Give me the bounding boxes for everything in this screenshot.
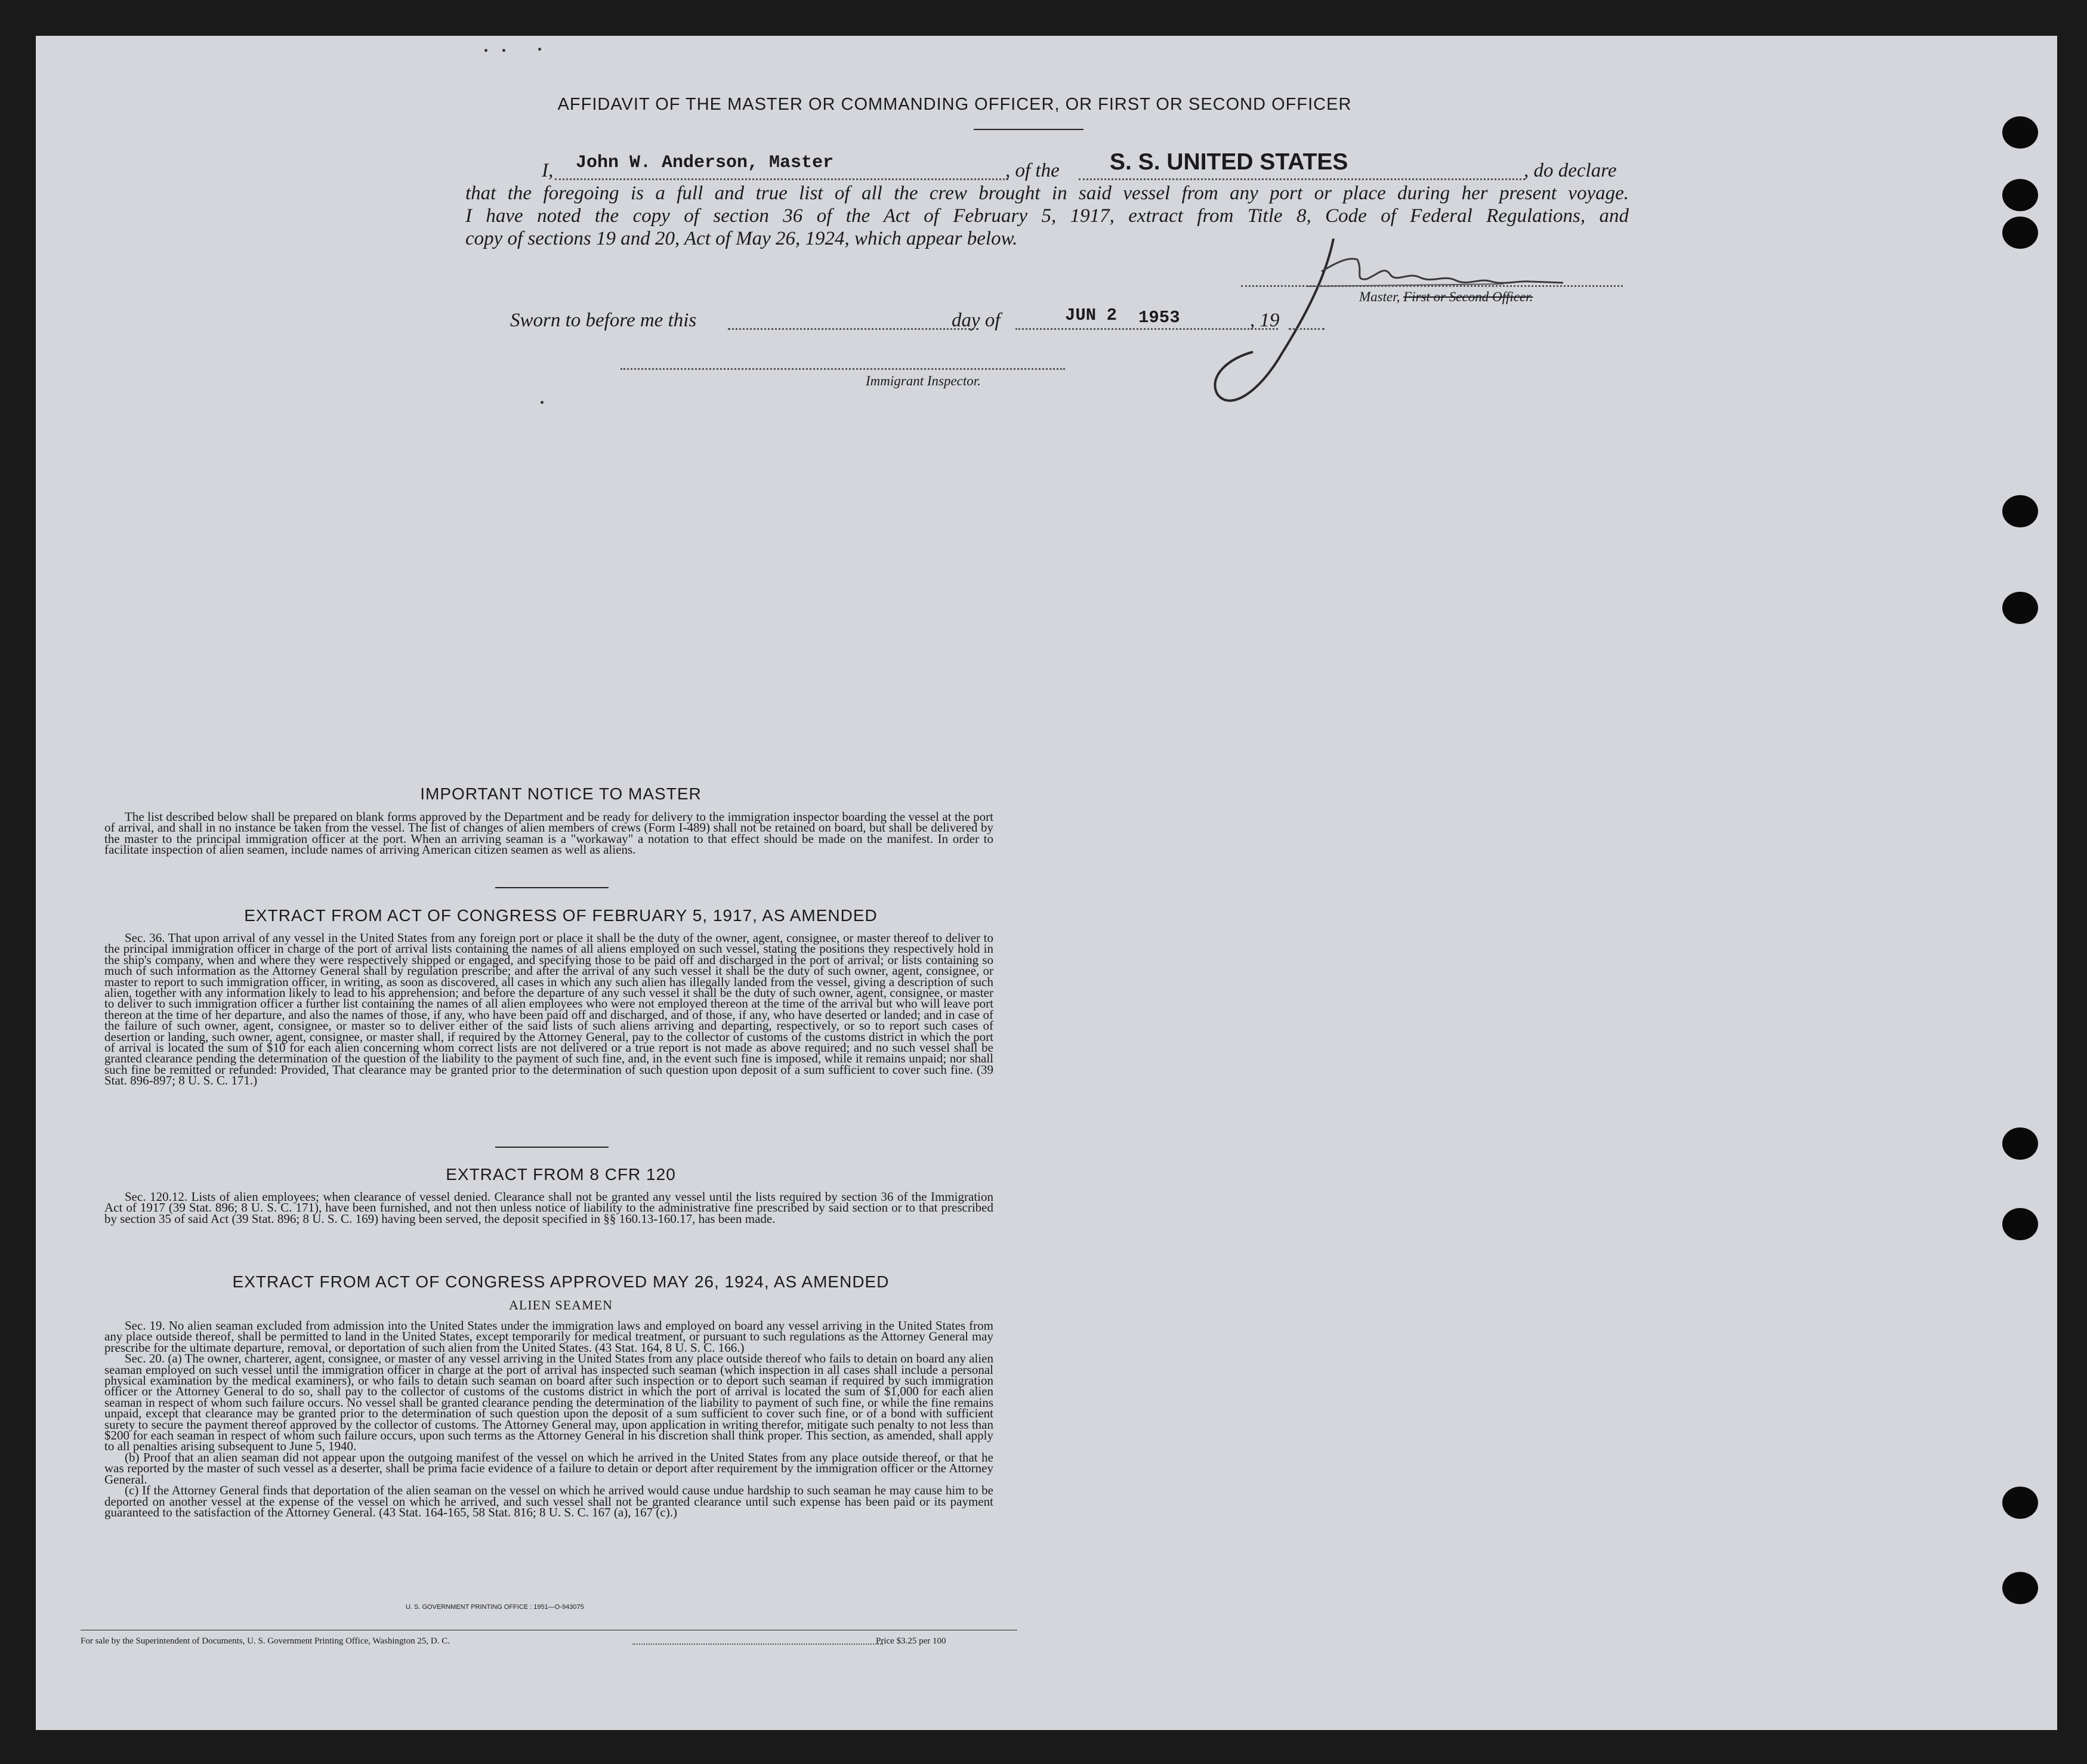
extract-1924-paragraph: Sec. 20. (a) The owner, charterer, agent, consignee, or master of any vessel arriving in the United States from any place outside thereof who fails to detain on board any alien seaman employed on such vessel until the immigration officer in charge at the port of arrival has inspected such seaman (which inspection in all cases shall include a personal physical examination by the medical examiners), or who fails to detain such seaman on board after such inspection or to deport such seaman if required by such immigration officer or the Attorney General to do so, shall pay to the collector of customs of the customs district in which the port of arrival is located the sum of $1,000 for each alien seaman in respect of whom such failure occurs. No vessel shall be granted clearance pending the determination of the liability to payment of such fine, or while the fine remains unpaid, except that clearance may be granted prior to the determination of such question upon the deposit of a sum sufficient to cover such fine, or of a bond with sufficient surety to secure the payment thereof approved by the collector of customs. The Attorney General may, upon application in writing therefor, mitigate such penalty to not less than $200 for each seaman in respect of whom such failure occurs, upon such terms as the Attorney General in his discretion shall think proper. This section, as amended, shall apply to all penalties arising subsequent to June 5, 1940. bbox=[104, 1351, 993, 1454]
vessel-line bbox=[1079, 178, 1525, 180]
punch-hole bbox=[2002, 217, 2038, 249]
declaration-line-2: that the foregoing is a full and true list of all the crew brought in said vessel from any port or place during her present voyage. bbox=[465, 183, 1629, 204]
printer-imprint: U. S. GOVERNMENT PRINTING OFFICE : 1951—O-943075 bbox=[406, 1604, 584, 1611]
signature-caption bbox=[1359, 289, 1533, 305]
extract-1924-subtitle: ALIEN SEAMEN bbox=[509, 1297, 613, 1312]
sworn-month-line bbox=[1015, 328, 1278, 330]
declarant-line bbox=[555, 178, 1008, 180]
extract-1917-title: EXTRACT FROM ACT OF CONGRESS OF FEBRUARY 5, 1917, AS AMENDED bbox=[244, 906, 878, 925]
inspector-line bbox=[620, 368, 1065, 370]
punch-hole bbox=[2002, 592, 2038, 624]
declaration-line-4: copy of sections 19 and 20, Act of May 26, 1924, which appear below. bbox=[465, 228, 1018, 249]
footer-leader bbox=[632, 1643, 883, 1645]
document-page bbox=[36, 36, 2057, 1730]
signature-caption-struck: First or Second Officer. bbox=[1403, 289, 1533, 304]
extract-1924-title: EXTRACT FROM ACT OF CONGRESS APPROVED MAY 26, 1924, AS AMENDED bbox=[232, 1272, 890, 1291]
of-the-label: , of the bbox=[1005, 160, 1060, 181]
price-note: Price $3.25 per 100 bbox=[876, 1636, 946, 1646]
section-divider bbox=[495, 1147, 609, 1148]
scan-speck bbox=[538, 48, 541, 51]
punch-hole bbox=[2002, 495, 2038, 527]
vessel-name: S. S. UNITED STATES bbox=[1110, 149, 1348, 175]
declaration-line-3: I have noted the copy of section 36 of the Act of February 5, 1917, extract from Title 8, Code of Federal Regulations, and bbox=[465, 205, 1629, 227]
declarant-name: John W. Anderson, Master bbox=[576, 153, 834, 173]
notice-title: IMPORTANT NOTICE TO MASTER bbox=[420, 784, 702, 803]
punch-hole bbox=[2002, 116, 2038, 149]
punch-hole bbox=[2002, 179, 2038, 211]
punch-hole bbox=[2002, 1208, 2038, 1240]
sworn-label: Sworn to before me this bbox=[510, 310, 697, 331]
scan-speck bbox=[541, 401, 544, 404]
for-sale-note: For sale by the Superintendent of Documents, U. S. Government Printing Office, Washington 25, D. C. bbox=[81, 1636, 450, 1646]
signature-caption-master: Master, bbox=[1359, 289, 1400, 304]
extract-cfr-title: EXTRACT FROM 8 CFR 120 bbox=[446, 1165, 676, 1184]
affidavit-title: AFFIDAVIT OF THE MASTER OR COMMANDING OFFICER, OR FIRST OR SECOND OFFICER bbox=[557, 95, 1352, 114]
inspector-caption: Immigrant Inspector. bbox=[866, 373, 981, 388]
punch-hole bbox=[2002, 1487, 2038, 1519]
do-declare-label: , do declare bbox=[1524, 160, 1617, 181]
sworn-day-line bbox=[728, 328, 978, 330]
year-line bbox=[1289, 328, 1325, 330]
extract-1924-body bbox=[104, 1320, 993, 1518]
extract-1917-body: Sec. 36. That upon arrival of any vessel in the United States from any foreign port or place it shall be the duty of the owner, agent, consignee, or master thereof to deliver to the principal immigration officer in charge of the port of arrival lists containing the names of all aliens employed on such vessel, stating the positions they respectively hold in the ship's company, when and where they were respectively shipped or engaged, and specifying those to be paid off and discharged in the port of arrival; or lists containing so much of such information as the Attorney General shall by regulation prescribe; and after the arrival of any such vessel it shall be the duty of such owner, agent, consignee, or master to report to such immigration officer, in writing, as soon as discovered, all cases in which any such alien has illegally landed from the vessel, giving a description of such alien, together with any information likely to lead to his apprehension; and before the departure of any such vessel it shall be the duty of such owner, agent, consignee, or master to deliver to such immigration officer a further list containing the names of all alien employees who were not employed thereon at the time of the arrival but who will leave port thereon at the time of her departure, and also the names of those, if any, who have been paid off and discharged, and of those, if any, who have deserted or landed; and in case of the failure of such owner, agent, consignee, or master so to deliver either of the said lists of such aliens arriving and departing, respectively, or so to report such cases of desertion or landing, such owner, agent, consignee, or master shall, if required by the Attorney General, pay to the collector of customs of the customs district in which the port of arrival is located the sum of $10 for each alien concerning whom correct lists are not delivered or a true report is not made as above required; and no such vessel shall be granted clearance pending the determination of the question of the liability to the payment of such fine, and, in the event such fine is imposed, while it remains unpaid; nor shall such fine be remitted or refunded: Provided, That clearance may be granted prior to the determination of such question upon deposit of a sum sufficient to cover such fine. (39 Stat. 896-897; 8 U. S. C. 171.) bbox=[104, 931, 993, 1088]
extract-1924-paragraph: (c) If the Attorney General finds that deportation of the alien seaman on the vessel on which he arrived would cause undue hardship to such seaman he may cause him to be deported on another vessel at the expense of the vessel on which he arrived, and such vessel shall not be granted clearance until such expense has been paid or its payment guaranteed to the satisfaction of the Attorney General. (43 Stat. 164-165, 58 Stat. 816; 8 U. S. C. 167 (a), 167 (c).) bbox=[104, 1483, 993, 1519]
i-label: I, bbox=[542, 160, 554, 181]
day-of-label: day of bbox=[952, 310, 1001, 331]
year-prefix: , 19 bbox=[1250, 310, 1280, 331]
notice-body: The list described below shall be prepared on blank forms approved by the Department and be ready for delivery to the immigration inspector boarding the vessel at the port of arrival, and shall in no instance be taken from the vessel. The list of changes of alien members of crews (Form I-489) shall not be retained on board, but shall be delivered by the master to the principal immigration officer at the port. When an arriving seaman is a "workaway" a notation to that effect should be made on the manifest. In order to facilitate inspection of alien seamen, include names of arriving American citizen seamen as well as aliens. bbox=[104, 810, 993, 857]
section-divider bbox=[495, 887, 609, 888]
stamp-date: JUN 2 bbox=[1065, 305, 1117, 325]
punch-hole bbox=[2002, 1127, 2038, 1160]
punch-hole bbox=[2002, 1572, 2038, 1604]
scan-speck bbox=[484, 49, 487, 52]
stamp-year: 1953 bbox=[1138, 308, 1180, 328]
extract-1924-paragraph: Sec. 19. No alien seaman excluded from admission into the United States under the immigration laws and employed on board any vessel arriving in the United States from any place outside thereof, shall be permitted to land in the United States, except temporarily for medical treatment, or pursuant to such regulations as the Attorney General may prescribe for the ultimate departure, removal, or deportation of such alien from the United States. (43 Stat. 164, 8 U. S. C. 166.) bbox=[104, 1318, 993, 1355]
scan-speck bbox=[502, 49, 505, 52]
extract-cfr-body: Sec. 120.12. Lists of alien employees; when clearance of vessel denied. Clearance shall not be granted any vessel until the lists required by section 36 of the Immigration Act of 1917 (39 Stat. 896; 8 U. S. C. 171), have been furnished, and not then unless notice of liability to the administrative fine prescribed by said section or to that prescribed by section 35 of said Act (39 Stat. 896; 8 U. S. C. 169) having been served, the deposit specified in §§ 160.13-160.17, has been made. bbox=[104, 1190, 993, 1226]
extract-1924-paragraph: (b) Proof that an alien seaman did not appear upon the outgoing manifest of the vessel on which he arrived in the United States from any place outside thereof, or that he was reported by the master of such vessel as a deserter, shall be prima facie evidence of a failure to detain or deport after requirement by the immigration officer or the Attorney General. bbox=[104, 1450, 993, 1487]
title-divider bbox=[974, 129, 1083, 130]
